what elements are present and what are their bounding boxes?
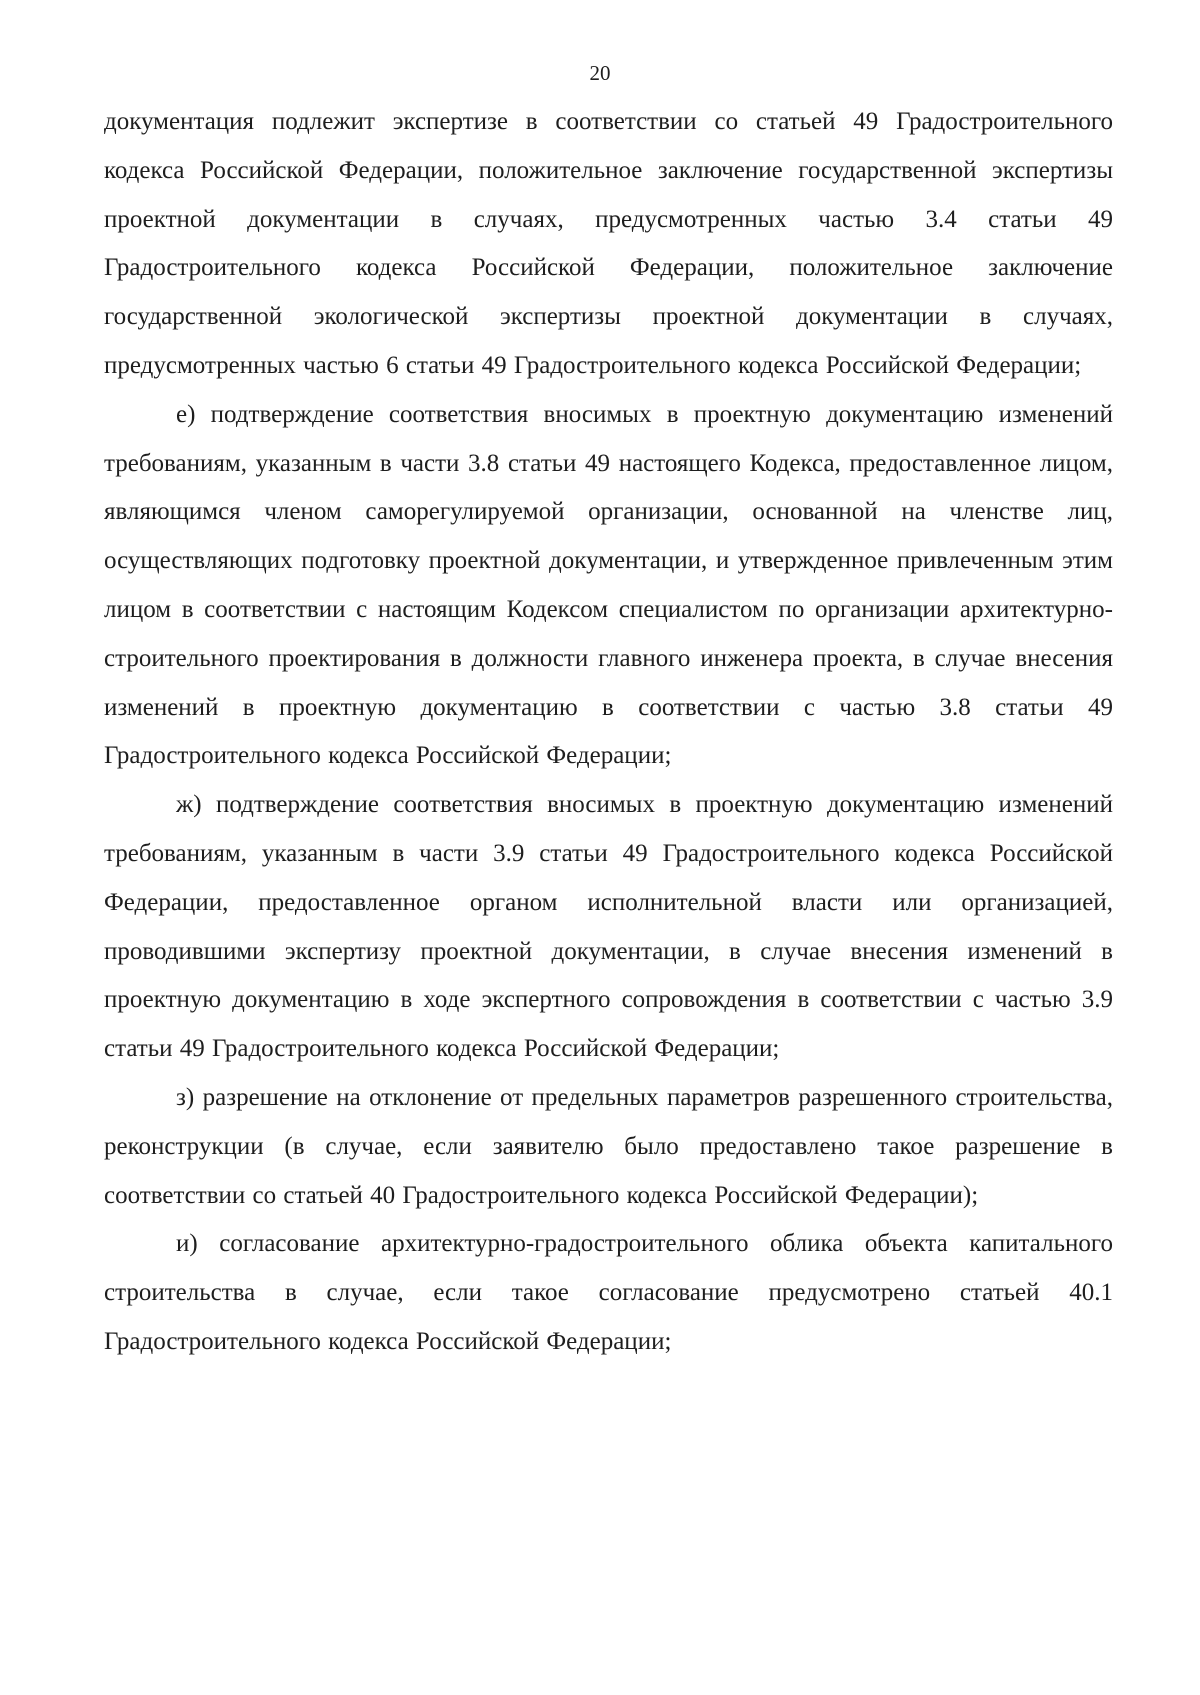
- paragraph-item-zh: ж) подтверждение соответствия вносимых в проектную документацию изменений требованиям, указанным в части 3.9 статьи 49 Градостроительного кодекса Российской Федерации, предоставленное органом исполнительной власти или организацией, проводившими экспертизу проектной документации, в случае внесения изменений в проектную документацию в ходе экспертного сопровождения в соответствии с частью 3.9 статьи 49 Градостроительного кодекса Российской Федерации;: [104, 791, 1113, 1063]
- document-body: [104, 98, 1113, 1367]
- paragraph-item-i: и) согласование архитектурно-градостроительного облика объекта капитального строительства в случае, если такое согласование предусмотрено статьей 40.1 Градостроительного кодекса Российской Федерации;: [104, 1230, 1113, 1355]
- paragraph-item-e: е) подтверждение соответствия вносимых в проектную документацию изменений требованиям, указанным в части 3.8 статьи 49 настоящего Кодекса, предоставленное лицом, являющимся членом саморегулируемой организации, основанной на членстве лиц, осуществляющих подготовку проектной документации, и утвержденное привлеченным этим лицом в соответствии с настоящим Кодексом специалистом по организации архитектурно-строительного проектирования в должности главного инженера проекта, в случае внесения изменений в проектную документацию в соответствии с частью 3.8 статьи 49 Градостроительного кодекса Российской Федерации;: [104, 400, 1113, 770]
- paragraph-continuation: документация подлежит экспертизе в соответствии со статьей 49 Градостроительного кодекса Российской Федерации, положительное заключение государственной экспертизы проектной документации в случаях, предусмотренных частью 3.4 статьи 49 Градостроительного кодекса Российской Федерации, положительное заключение государственной экологической экспертизы проектной документации в случаях, предусмотренных частью 6 статьи 49 Градостроительного кодекса Российской Федерации;: [104, 108, 1113, 379]
- page-number: 20: [589, 61, 611, 85]
- paragraph-item-z: з) разрешение на отклонение от предельных параметров разрешенного строительства, реконструкции (в случае, если заявителю было предоставлено такое разрешение в соответствии со статьей 40 Градостроительного кодекса Российской Федерации);: [104, 1083, 1113, 1209]
